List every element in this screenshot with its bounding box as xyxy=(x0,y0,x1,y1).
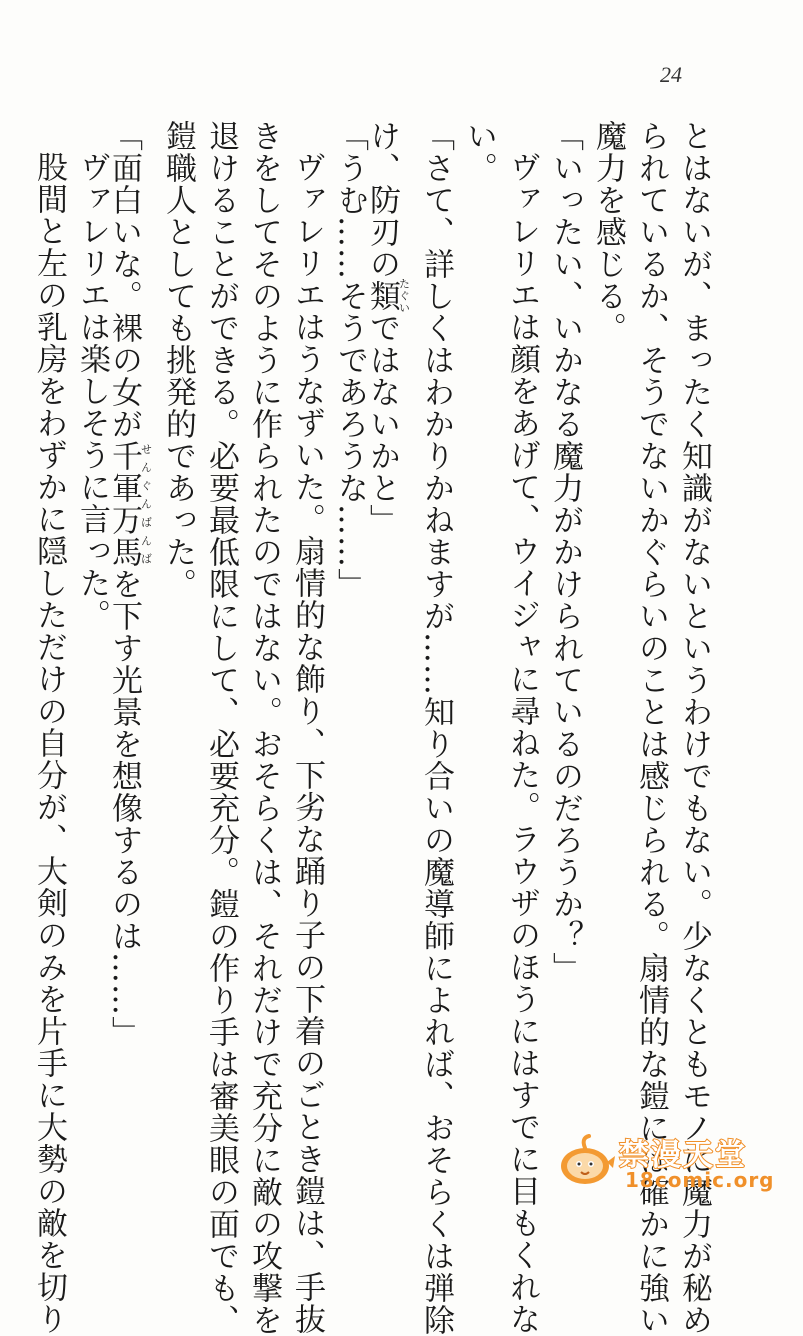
text-column: 魔力を感じる。 xyxy=(590,120,626,344)
text-column: ヴァレリエはうなずいた。扇情的な飾り、下劣な踊り子の下着のごとき鎧は、手抜 xyxy=(289,151,325,1335)
ruby-annotation: 類たぐい xyxy=(364,278,411,314)
text-column: 退けることができる。必要最低限にして、必要充分。鎧の作り手は審美眼の面でも、 xyxy=(203,120,239,1336)
mascot-logo-icon xyxy=(555,1132,617,1188)
text-column: 鎧職人としても挑発的であった。 xyxy=(160,120,196,600)
text-column: い。 xyxy=(461,120,497,184)
text-column: 「面白いな。裸の女が千軍万馬せんぐんばんばを下す光景を想像するのは……」 xyxy=(106,120,153,1048)
watermark-title: 禁漫天堂 xyxy=(619,1138,747,1173)
text-column: 「いったい、いかなる魔力がかけられているのだろうか？」 xyxy=(547,120,583,984)
watermark-url: 18comic.org xyxy=(625,1168,775,1192)
page-number: 24 xyxy=(660,62,682,87)
text-column: 「さて、詳しくはわかりかねますが……知り合いの魔導師によれば、おそらくは弾除 xyxy=(418,120,454,1336)
site-watermark xyxy=(555,1128,795,1192)
text-column: け、防刃の類たぐいではないかと」 xyxy=(364,120,411,536)
text-column: ヴァレリエは楽しそうに言った。 xyxy=(74,151,110,631)
text-column: きをしてそのように作られたのではない。おそらくは、それだけで充分に敵の攻撃を xyxy=(246,120,282,1336)
text-column: とはないが、まったく知識がないというわけでもない。少なくともモノに魔力が秘め xyxy=(676,120,712,1336)
ruby-annotation: 千軍万馬せんぐんばんば xyxy=(106,440,153,568)
text-column: ヴァレリエは顔をあげて、ウイジャに尋ねた。ラウザのほうにはすでに目もくれな xyxy=(504,151,540,1335)
text-column: 股間と左の乳房をわずかに隠しただけの自分が、大剣のみを片手に大勢の敵を切り xyxy=(31,151,67,1335)
text-column: 「うむ……そうであろうな……」 xyxy=(332,120,368,600)
text-column: られているか、そうでないかぐらいのことは感じられる。扇情的な鎧には確かに強い xyxy=(633,120,669,1336)
